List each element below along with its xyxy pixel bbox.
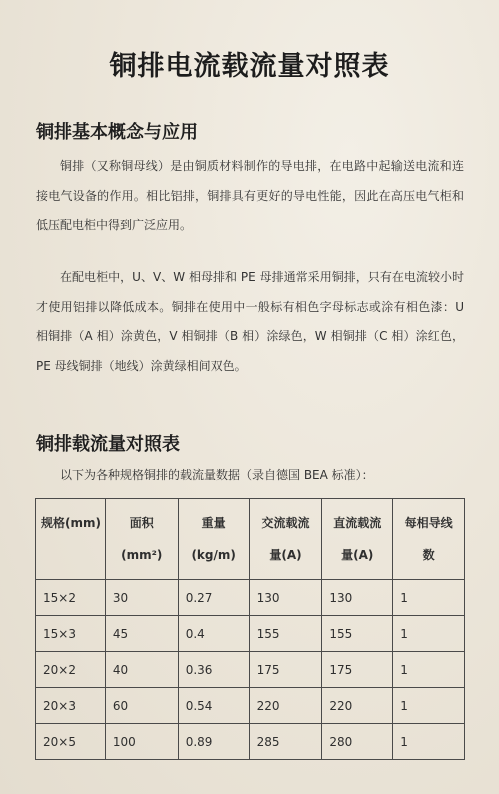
header-weight-line1: 重量 xyxy=(201,516,226,530)
cell-spec: 15×2 xyxy=(36,580,106,616)
table-note: 以下为各种规格铜排的载流量数据（录自德国 BEA 标准）： xyxy=(60,468,374,482)
cell-conductors: 1 xyxy=(393,652,465,688)
table-row xyxy=(36,724,465,760)
cell-ac: 130 xyxy=(249,580,322,616)
cell-weight: 0.54 xyxy=(178,688,249,724)
header-ac-line2: 量(A) xyxy=(269,548,302,562)
cell-conductors: 1 xyxy=(393,724,465,760)
cell-dc: 130 xyxy=(322,580,393,616)
cell-weight: 0.4 xyxy=(178,616,249,652)
header-weight-line2: (kg/m) xyxy=(191,548,236,562)
header-conductors xyxy=(393,499,465,580)
header-conductors-line1: 每相导线 xyxy=(404,516,453,530)
cell-weight: 0.36 xyxy=(178,652,249,688)
header-weight xyxy=(178,499,249,580)
cell-ac: 175 xyxy=(249,652,322,688)
header-spec-line1: 规格(mm) xyxy=(41,516,101,530)
cell-conductors: 1 xyxy=(393,688,465,724)
header-dc-line1: 直流载流 xyxy=(333,516,382,530)
header-spec xyxy=(36,499,106,580)
section-heading-concepts: 铜排基本概念与应用 xyxy=(36,122,198,143)
ampacity-table xyxy=(35,498,465,760)
table-row xyxy=(36,652,465,688)
header-ac-line1: 交流载流 xyxy=(261,516,310,530)
header-area-line2: (mm²) xyxy=(121,548,163,562)
cell-spec: 20×5 xyxy=(36,724,106,760)
table-row xyxy=(36,616,465,652)
cell-dc: 155 xyxy=(322,616,393,652)
cell-spec: 20×2 xyxy=(36,652,106,688)
header-area xyxy=(105,499,178,580)
cell-dc: 280 xyxy=(322,724,393,760)
cell-weight: 0.89 xyxy=(178,724,249,760)
header-dc-current xyxy=(322,499,393,580)
table-header-row xyxy=(36,499,465,580)
header-ac-current xyxy=(249,499,322,580)
cell-ac: 155 xyxy=(249,616,322,652)
cell-spec: 15×3 xyxy=(36,616,106,652)
cell-weight: 0.27 xyxy=(178,580,249,616)
table-row xyxy=(36,580,465,616)
cell-area: 60 xyxy=(105,688,178,724)
cell-ac: 285 xyxy=(249,724,322,760)
page-title: 铜排电流载流量对照表 xyxy=(109,51,390,82)
header-conductors-line2: 数 xyxy=(422,548,435,562)
section-heading-table: 铜排载流量对照表 xyxy=(36,434,180,455)
cell-area: 100 xyxy=(105,724,178,760)
cell-area: 30 xyxy=(105,580,178,616)
header-area-line1: 面积 xyxy=(129,516,154,530)
cell-conductors: 1 xyxy=(393,616,465,652)
cell-conductors: 1 xyxy=(393,580,465,616)
cell-ac: 220 xyxy=(249,688,322,724)
paragraph-phase-colors: 在配电柜中，U、V、W 相母排和 PE 母排通常采用铜排，只有在电流较小时才使用铝排以降低成本。铜排在使用中一般标有相色字母标志或涂有相色漆：U 相铜排（A 相）涂黄色，V 相铜排（B 相）涂绿色，W 相铜排（C 相）涂红色，PE 母线铜排（地线）涂黄绿相间双色。 xyxy=(36,270,464,373)
table-row xyxy=(36,688,465,724)
cell-area: 45 xyxy=(105,616,178,652)
header-dc-line2: 量(A) xyxy=(341,548,374,562)
cell-dc: 220 xyxy=(322,688,393,724)
paragraph-intro: 铜排（又称铜母线）是由铜质材料制作的导电排，在电路中起输送电流和连接电气设备的作用。相比铝排，铜排具有更好的导电性能，因此在高压电气柜和低压配电柜中得到广泛应用。 xyxy=(36,159,464,232)
cell-spec: 20×3 xyxy=(36,688,106,724)
cell-area: 40 xyxy=(105,652,178,688)
cell-dc: 175 xyxy=(322,652,393,688)
